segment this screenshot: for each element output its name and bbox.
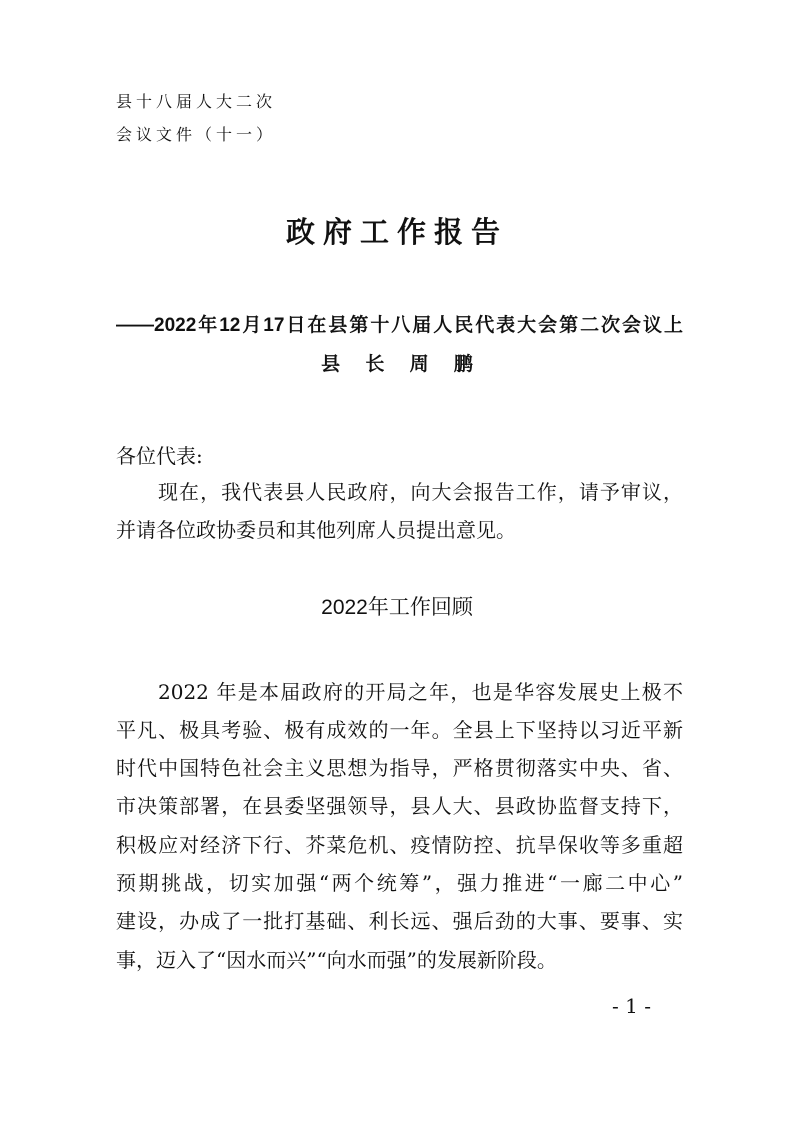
intro-line: 并请各位政协委员和其他列席人员提出意见。 [116, 518, 516, 542]
speaker-name: 县 长 周 鹏 [321, 354, 473, 375]
paragraph-line: 事，迈入了“因水而兴”“向水而强”的发展新阶段。 [116, 948, 557, 972]
paragraph-line: 时代中国特色社会主义思想为指导，严格贯彻落实中央、省、 [116, 756, 683, 780]
paragraph-line: 平凡、极具考验、极有成效的一年。全县上下坚持以习近平新 [116, 718, 683, 742]
paragraph-line: 市决策部署，在县委坚强领导，县人大、县政协监督支持下， [116, 794, 683, 818]
page-number: - 1 - [612, 994, 651, 1018]
document-header-line2: 会议文件（十一） [116, 125, 277, 144]
page-title: 政府工作报告 [285, 215, 508, 249]
paragraph-line: 建设，办成了一批打基础、利长远、强后劲的大事、要事、实 [116, 909, 683, 933]
intro-line: 现在，我代表县人民政府，向大会报告工作，请予审议， [158, 480, 683, 504]
paragraph-line: 预期挑战，切实加强“两个统筹”，强力推进“一廊二中心” [116, 871, 683, 895]
subtitle: ——2022年12月17日在县第十八届人民代表大会第二次会议上 [116, 315, 683, 336]
salutation: 各位代表: [116, 444, 203, 468]
document-header-line1: 县十八届人大二次 [116, 92, 277, 111]
section-title: 2022年工作回顾 [321, 596, 473, 619]
paragraph-line: 积极应对经济下行、芥菜危机、疫情防控、抗旱保收等多重超 [116, 833, 683, 857]
paragraph-line: 2022 年是本届政府的开局之年，也是华容发展史上极不 [158, 680, 683, 704]
